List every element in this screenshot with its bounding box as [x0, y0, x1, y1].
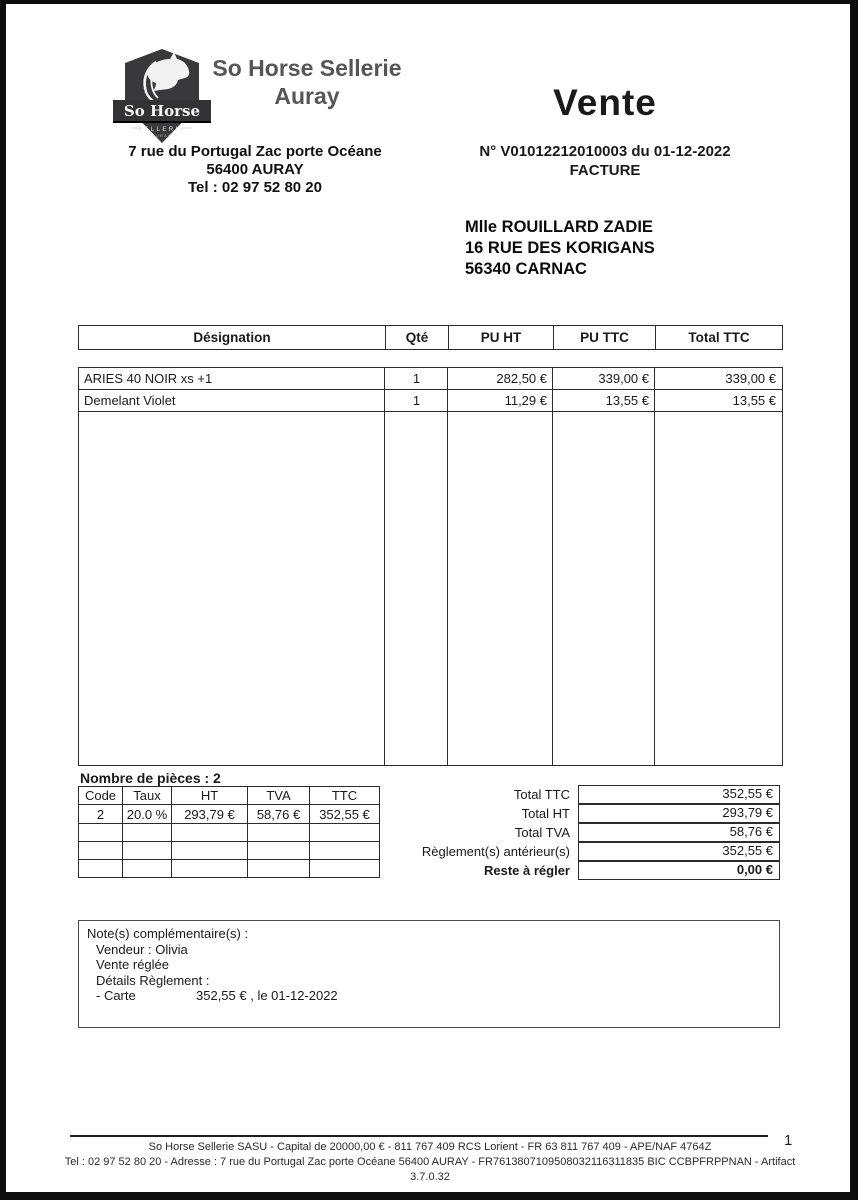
total-value: 352,55 € [578, 785, 780, 804]
invoice-number: N° V01012212010003 du 01-12-2022 [479, 143, 731, 160]
pieces-count-label: Nombre de pièces : 2 [80, 770, 221, 786]
notes-box [78, 920, 780, 1028]
sale-header [430, 82, 780, 180]
col-header-total-ttc: Total TTC [655, 326, 782, 349]
column-divider [384, 368, 385, 765]
vat-code: 2 [79, 805, 123, 824]
item-qty: 1 [412, 393, 421, 408]
footer-legal [60, 1140, 800, 1185]
total-label: Règlement(s) antérieur(s) [421, 844, 570, 859]
total-value: 58,76 € [578, 823, 780, 842]
column-divider [552, 368, 553, 765]
item-pu-ttc: 339,00 € [598, 371, 649, 386]
col-header-designation: Désignation [193, 330, 271, 345]
items-table-body [78, 367, 783, 766]
vat-col-tva: TVA [248, 787, 310, 805]
vat-col-ht: HT [172, 787, 248, 805]
vat-ht: 293,79 € [172, 805, 248, 824]
company-phone: Tel : 02 97 52 80 20 [188, 179, 322, 196]
table-row [79, 390, 782, 412]
company-address-city: 56400 AURAY [206, 161, 304, 178]
item-pu-ttc: 13,55 € [605, 393, 649, 408]
footer-line3: 3.7.0.32 [410, 1171, 450, 1183]
footer-line1: So Horse Sellerie SASU - Capital de 20000,00 € - 811 767 409 RCS Lorient - FR 63 811 767 409 - APE/NAF 4764Z [148, 1141, 712, 1153]
page-number: 1 [784, 1132, 793, 1149]
column-divider [447, 368, 448, 765]
badge-subtitle: SELLERIE [137, 127, 187, 133]
column-divider [654, 368, 655, 765]
footer-divider [70, 1135, 768, 1137]
totals-block [78, 785, 783, 880]
note-payment-details-title: Détails Règlement : [96, 972, 210, 988]
customer-city: 56340 CARNAC [465, 260, 587, 278]
total-row-reglements [78, 842, 783, 861]
col-header-pu-ht: PU HT [448, 326, 553, 349]
vat-taux: 20.0 % [123, 805, 172, 824]
vat-col-ttc: TTC [310, 787, 380, 805]
company-address-street: 7 rue du Portugal Zac porte Océane [128, 143, 382, 160]
company-name [192, 54, 422, 110]
item-designation: Demelant Violet [84, 393, 176, 408]
table-row [79, 368, 782, 390]
note-payment-line [96, 988, 773, 1004]
item-pu-ht: 11,29 € [504, 393, 547, 408]
total-row-reste [78, 861, 783, 880]
customer-address [465, 217, 785, 280]
vat-col-code: Code [79, 787, 123, 805]
badge-title: So Horse [123, 102, 201, 120]
total-value: 0,00 € [578, 861, 780, 880]
customer-name: Mlle ROUILLARD ZADIE [465, 218, 653, 236]
vat-tva: 58,76 € [248, 805, 310, 824]
total-row-ttc [78, 785, 783, 804]
total-label: Total TVA [514, 825, 570, 840]
vat-ttc: 352,55 € [310, 805, 380, 824]
item-total-ttc: 13,55 € [732, 393, 776, 408]
item-designation: ARIES 40 NOIR xs +1 [84, 371, 213, 386]
footer-line2: Tel : 02 97 52 80 20 - Adresse : 7 rue du Portugal Zac porte Océane 56400 AURAY - FR7613807109508032116311835 BIC CCBPFRPPNAN - Artifact [64, 1156, 796, 1168]
invoice-page [6, 4, 850, 1192]
total-label: Reste à régler [484, 863, 570, 878]
customer-street: 16 RUE DES KORIGANS [465, 239, 655, 257]
note-vendor: Vendeur : Olivia [96, 941, 188, 957]
total-row-tva [78, 823, 783, 842]
document-type: FACTURE [569, 162, 641, 179]
sale-title: Vente [553, 82, 657, 123]
note-status: Vente réglée [96, 957, 170, 972]
company-name-line2: Auray [274, 83, 340, 109]
item-total-ttc: 339,00 € [725, 371, 776, 386]
total-value: 293,79 € [578, 804, 780, 823]
items-table-header [78, 325, 783, 350]
total-row-ht [78, 804, 783, 823]
total-label: Total HT [521, 806, 570, 821]
badge-city: AURAY [152, 134, 172, 138]
col-header-pu-ttc: PU TTC [553, 326, 655, 349]
notes-title: Note(s) complémentaire(s) : [87, 926, 249, 941]
payment-amount-date: 352,55 € , le 01-12-2022 [196, 988, 338, 1003]
payment-method: - Carte [96, 988, 136, 1003]
item-qty: 1 [412, 371, 421, 386]
col-header-qty: Qté [385, 326, 448, 349]
company-address [60, 143, 450, 197]
item-pu-ht: 282,50 € [496, 371, 547, 386]
total-value: 352,55 € [578, 842, 780, 861]
total-label: Total TTC [513, 787, 570, 802]
company-name-line1: So Horse Sellerie [212, 55, 402, 81]
vat-col-taux: Taux [123, 787, 172, 805]
